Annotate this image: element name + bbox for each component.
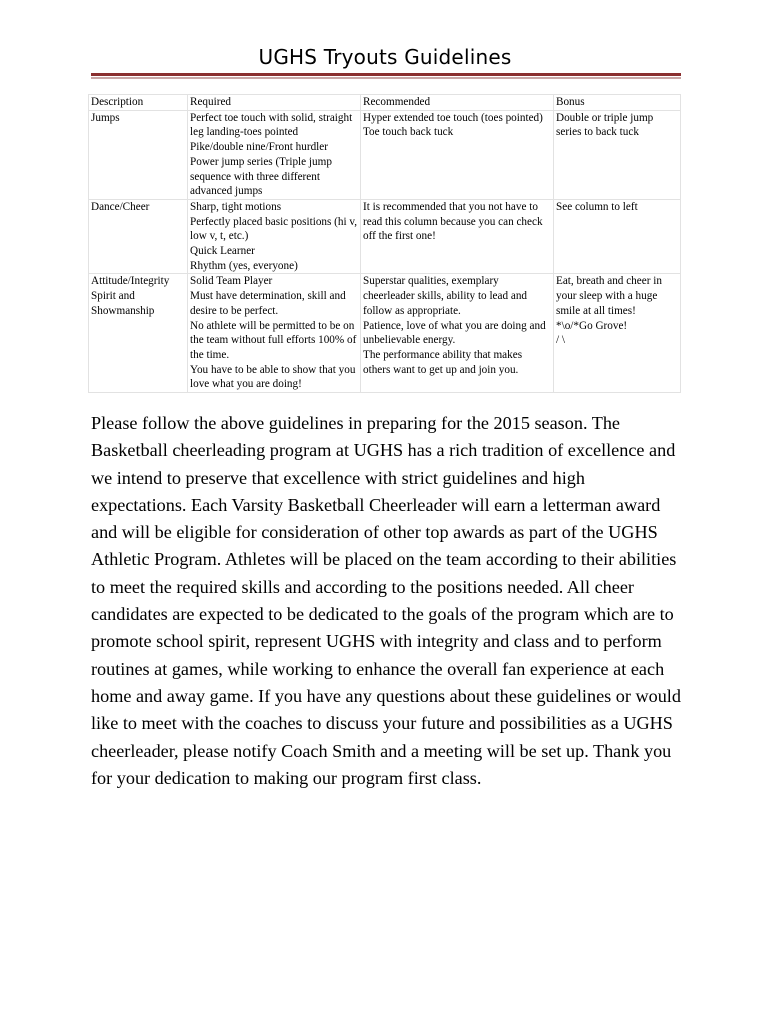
cell-required: Perfect toe touch with solid, straight leg landing-toes pointed Pike/double nine/Front hurdler Power jump series (Triple jump sequence with three different advanced jumps xyxy=(188,110,361,199)
cell-description: Dance/Cheer xyxy=(89,199,188,274)
cell-recommended: Hyper extended toe touch (toes pointed) Toe touch back tuck xyxy=(361,110,554,199)
header-bonus: Bonus xyxy=(554,95,681,111)
page-title: UGHS Tryouts Guidelines xyxy=(258,45,512,69)
header-required: Required xyxy=(188,95,361,111)
title-rule-light xyxy=(91,77,681,79)
cell-recommended: Superstar qualities, exemplary cheerleader skills, ability to lead and follow as appropriate. Patience, love of what you are doing and unbelievable energy. The performance ability that makes others want to get up and join you. xyxy=(361,274,554,393)
guidelines-table xyxy=(88,94,681,393)
body-paragraph: Please follow the above guidelines in preparing for the 2015 season. The Basketball cheerleading program at UGHS has a rich tradition of excellence and we intend to preserve that excellence with strict guidelines and high expectations. Each Varsity Basketball Cheerleader will earn a letterman award and will be eligible for consideration of other top awards as part of the UGHS Athletic Program. Athletes will be placed on the team according to their abilities to meet the required skills and according to the positions needed. All cheer candidates are expected to be dedicated to the goals of the program which are to promote school spirit, represent UGHS with integrity and class and to perform routines at games, while working to enhance the overall fan experience at each home and away game. If you have any questions about these guidelines or would like to meet with the coaches to discuss your future and possibilities as a UGHS cheerleader, please notify Coach Smith and a meeting will be set up. Thank you for your dedication to making our program first class. xyxy=(91,413,681,788)
table-row-attitude xyxy=(89,274,681,393)
cell-description: Attitude/Integrity Spirit and Showmanship xyxy=(89,274,188,393)
cell-bonus: See column to left xyxy=(554,199,681,274)
header-recommended: Recommended xyxy=(361,95,554,111)
table-row-jumps xyxy=(89,110,681,199)
table-row-dance-cheer xyxy=(89,199,681,274)
cell-bonus: Double or triple jump series to back tuck xyxy=(554,110,681,199)
header-description: Description xyxy=(89,95,188,111)
cell-bonus: Eat, breath and cheer in your sleep with a huge smile at all times! *\o/*Go Grove! / \ xyxy=(554,274,681,393)
cell-required: Sharp, tight motions Perfectly placed basic positions (hi v, low v, t, etc.) Quick Learner Rhythm (yes, everyone) xyxy=(188,199,361,274)
cell-required: Solid Team Player Must have determination, skill and desire to be perfect. No athlete will be permitted to be on the team without full efforts 100% of the time. You have to be able to show that you love what you are doing! xyxy=(188,274,361,393)
title-rule-dark xyxy=(91,73,681,76)
table-header-row xyxy=(89,95,681,111)
cell-recommended: It is recommended that you not have to read this column because you can check off the first one! xyxy=(361,199,554,274)
cell-description: Jumps xyxy=(89,110,188,199)
